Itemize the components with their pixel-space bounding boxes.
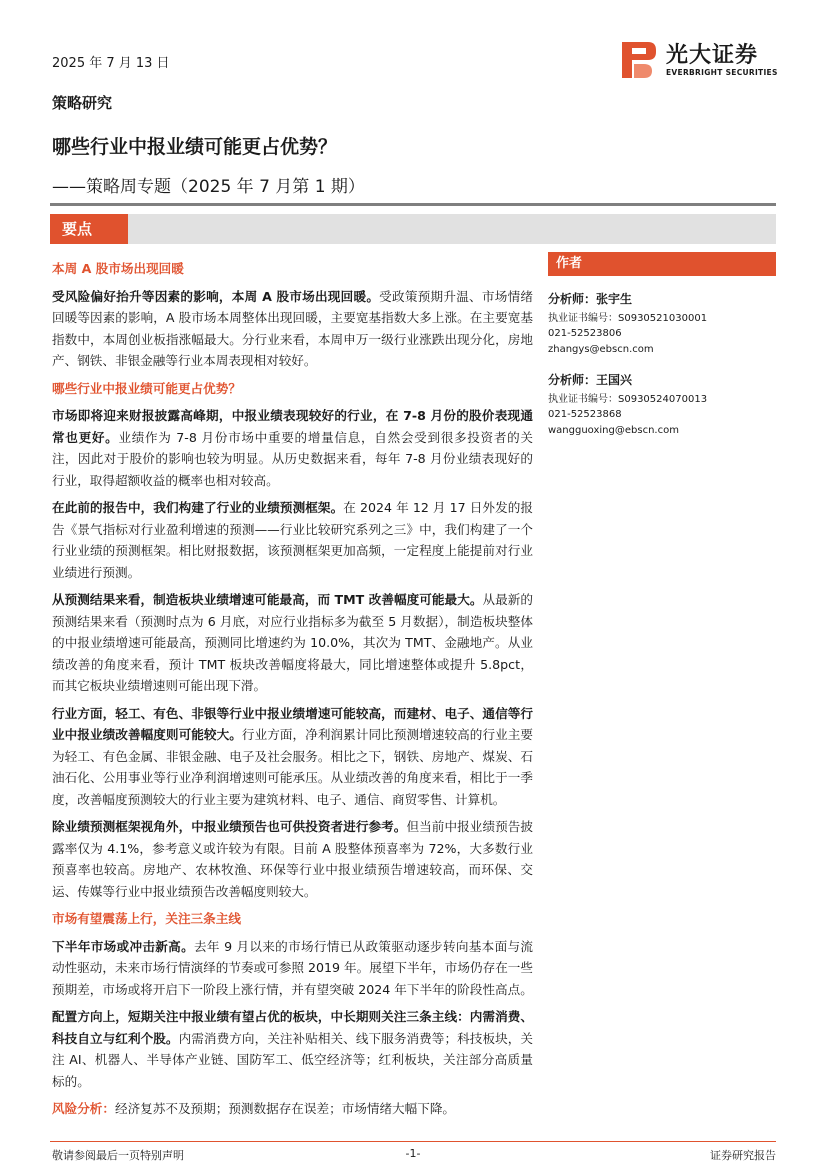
paragraph xyxy=(52,703,533,811)
analyst-phone: 021-52523806 xyxy=(548,328,622,339)
paragraph-lead: 市场即将迎来财报披露高峰期，中报业绩表现较好的行业，在 7-8 月份的股价表现通常也更好。 xyxy=(52,408,533,445)
risk-text: 经济复苏不及预期；预测数据存在误差；市场情绪大幅下降。 xyxy=(114,1101,455,1116)
paragraph-lead: 在此前的报告中，我们构建了行业的业绩预测框架。 xyxy=(52,500,344,515)
footer-disclaimer: 敬请参阅最后一页特别声明 xyxy=(52,1149,184,1162)
paragraph-lead: 从预测结果来看，制造板块业绩增速可能最高，而 TMT 改善幅度可能最大。 xyxy=(52,592,483,607)
analyst-phone: 021-52523868 xyxy=(548,409,622,420)
paragraph xyxy=(52,497,533,583)
paragraph xyxy=(52,286,533,372)
analyst-email[interactable]: zhangys@ebscn.com xyxy=(548,343,654,355)
logo-chinese-text: 光大证券 xyxy=(666,43,759,68)
author-label: 作者 xyxy=(548,252,776,276)
risk-label: 风险分析： xyxy=(52,1101,115,1116)
analyst-card xyxy=(548,292,776,357)
analyst-cert: 执业证书编号：S0930524070013 xyxy=(548,393,708,405)
page-number: -1- xyxy=(405,1147,421,1160)
paragraph-lead: 配置方向上，短期关注中报业绩有望占优的板块，中长期则关注三条主线：内需消费、科技自立与红利个股。 xyxy=(52,1009,533,1046)
paragraph xyxy=(52,405,533,491)
logo-mark-icon xyxy=(622,36,656,80)
paragraph-lead: 除业绩预测框架视角外，中报业绩预告也可供投资者进行参考。 xyxy=(52,819,407,834)
analyst-name: 分析师：张宇生 xyxy=(548,292,633,306)
risk-analysis xyxy=(52,1098,533,1120)
section-heading: 市场有望震荡上行，关注三条主线 xyxy=(52,911,241,926)
paragraph xyxy=(52,936,533,1001)
key-points-label: 要点 xyxy=(50,214,128,244)
paragraph-body: 但当前中报业绩预告披露率仅为 4.1%，参考意义或许较为有限。目前 A 股整体预喜率为 72%，大多数行业预喜率也较高。房地产、农林牧渔、环保等行业中报业绩预告增速较高，而环保、交运、传媒等行业中报业绩预告改善幅度则较大。 xyxy=(52,819,534,899)
report-date: 2025 年 7 月 13 日 xyxy=(52,56,170,71)
logo-english-text: EVERBRIGHT SECURITIES xyxy=(666,68,778,77)
paragraph-body: 去年 9 月以来的市场行情已从政策驱动逐步转向基本面与流动性驱动，未来市场行情演绎的节奏或可参照 2019 年。展望下半年，市场仍存在一些预期差，市场或将开启下一阶段上涨行情，并有望突破 2024 年下半年的阶段性高点。 xyxy=(52,938,533,997)
footer-report-type: 证券研究报告 xyxy=(710,1149,776,1162)
analyst-cert: 执业证书编号：S0930521030001 xyxy=(548,312,708,324)
header-divider xyxy=(50,203,776,206)
paragraph-body: 行业方面，净利润累计同比预测增速较高的行业主要为轻工、有色金属、非银金融、电子及社会服务。相比之下，钢铁、房地产、煤炭、石油石化、公用事业等行业净利润增速则可能承压。从业绩改善的角度来看，相比于一季度，改善幅度预测较大的行业主要为建筑材料、电子、通信、商贸零售、计算机。 xyxy=(52,727,534,807)
paragraph-lead: 下半年市场或冲击新高。 xyxy=(52,938,194,954)
footer-divider xyxy=(50,1141,776,1142)
paragraph-lead: 受风险偏好抬升等因素的影响，本周 A 股市场出现回暖。 xyxy=(52,288,380,304)
paragraph-body: 受政策预期升温、市场情绪回暖等因素的影响，A 股市场本周整体出现回暖，主要宽基指数大多上涨。在主要宽基指数中，本周创业板指涨幅最大。分行业来看，本周申万一级行业涨跌出现分化，房地产、钢铁、非银金融等行业本周表现相对较好。 xyxy=(52,288,534,368)
paragraph-body: 业绩作为 7-8 月份市场中重要的增量信息，自然会受到很多投资者的关注，因此对于股价的影响也较为明显。从历史数据来看，每年 7-8 月份业绩表现好的行业，取得超额收益的概率也相对较高。 xyxy=(52,429,534,488)
report-title: 哪些行业中报业绩可能更占优势？ xyxy=(52,136,338,158)
paragraph xyxy=(52,816,533,902)
section-heading: 哪些行业中报业绩可能更占优势？ xyxy=(52,380,241,396)
author-sidebar xyxy=(548,252,776,438)
analyst-name: 分析师：王国兴 xyxy=(548,373,633,387)
brand-logo xyxy=(622,36,782,86)
paragraph xyxy=(52,589,533,697)
paragraph xyxy=(52,1006,533,1092)
report-category: 策略研究 xyxy=(52,94,113,112)
report-subtitle: ——策略周专题（2025 年 7 月第 1 期） xyxy=(52,177,365,197)
key-points-bar xyxy=(50,214,776,244)
paragraph-body: 从最新的预测结果来看（预测时点为 6 月底，对应行业指标多为截至 5 月数据），制造板块整体的中报业绩增速可能最高，预测同比增速约为 10.0%，其次为 TMT、金融地产。从业绩改善的角度来看，预计 TMT 板块改善幅度将最大，同比增速整体或提升 5.8pct，而其它板块业绩增速则可能出现下滑。 xyxy=(52,592,534,693)
paragraph-body: 内需消费方向，关注补贴相关、线下服务消费等；科技板块，关注 AI、机器人、半导体产业链、国防军工、低空经济等；红利板块，关注部分高质量标的。 xyxy=(52,1030,534,1089)
paragraph-body: 在 2024 年 12 月 17 日外发的报告《景气指标对行业盈利增速的预测——行业比较研究系列之三》中，我们构建了一个行业业绩的预测框架。相比财报数据，该预测框架更加高频，一定程度上能提前对行业业绩进行预测。 xyxy=(52,500,533,580)
main-content xyxy=(52,258,533,1120)
analyst-card xyxy=(548,373,776,438)
section-heading: 本周 A 股市场出现回暖 xyxy=(52,261,184,276)
paragraph-lead: 行业方面，轻工、有色、非银等行业中报业绩增速可能较高，而建材、电子、通信等行业中报业绩改善幅度则可能较大。 xyxy=(52,705,533,742)
analyst-email[interactable]: wangguoxing@ebscn.com xyxy=(548,424,679,436)
